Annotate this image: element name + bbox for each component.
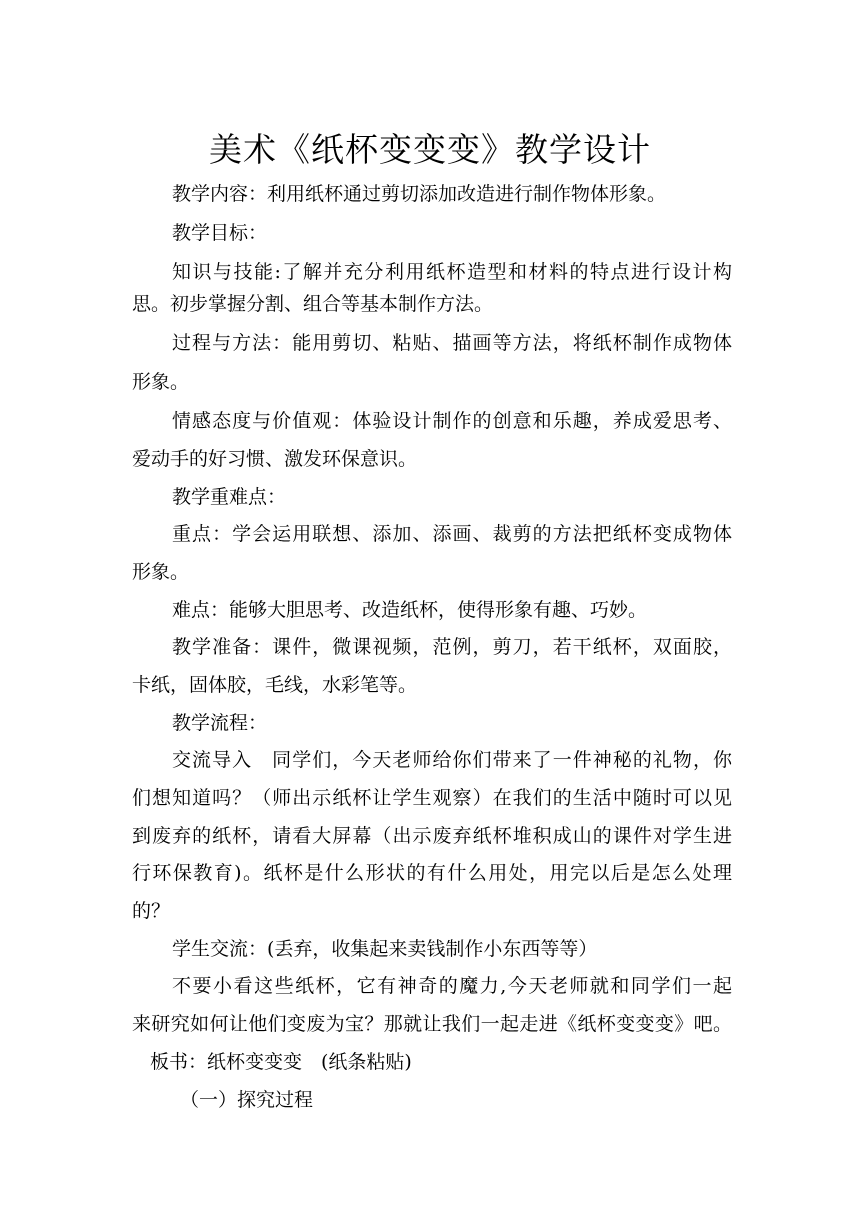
paragraph-line: 过程与方法：能用剪切、粘贴、描画等方法，将纸杯制作成物体 [172, 332, 732, 354]
paragraph-line: 教学内容：利用纸杯通过剪切添加改造进行制作物体形象。 [172, 183, 667, 205]
paragraph-line: 卡纸，固体胶，毛线，水彩笔等。 [132, 674, 418, 696]
paragraph-line: 教学目标： [172, 222, 268, 244]
paragraph-line: 形象。 [132, 561, 190, 583]
paragraph-line: 不要小看这些纸杯，它有神奇的魔力,今天老师就和同学们一起 [172, 975, 732, 997]
section-heading: （一）探究过程 [180, 1089, 314, 1111]
paragraph-line: 重点：学会运用联想、添加、添画、裁剪的方法把纸杯变成物体 [172, 523, 732, 545]
paragraph-line: 到废弃的纸杯，请看大屏幕（出示废弃纸杯堆积成山的课件对学生进 [132, 825, 732, 847]
document-title: 美术《纸杯变变变》教学设计 [209, 130, 651, 169]
paragraph-line: 教学流程： [172, 712, 268, 734]
paragraph-line: 形象。 [132, 371, 190, 393]
paragraph-line: 难点：能够大胆思考、改造纸杯，使得形象有趣、巧妙。 [172, 599, 648, 621]
paragraph-line: 们想知道吗？（师出示纸杯让学生观察）在我们的生活中随时可以见 [132, 787, 732, 809]
paragraph-line: 的？ [132, 900, 171, 922]
paragraph-line: 情感态度与价值观：体验设计制作的创意和乐趣，养成爱思考、 [172, 410, 732, 432]
paragraph-line: 来研究如何让他们变废为宝？那就让我们一起走进《纸杯变变变》吧。 [132, 1013, 732, 1035]
board-writing: 板书：纸杯变变变 (纸条粘贴) [150, 1051, 412, 1073]
paragraph-line: 学生交流：(丢弃，收集起来卖钱制作小东西等等） [172, 938, 598, 960]
paragraph-line: 教学重难点： [172, 486, 287, 508]
paragraph-line: 交流导入 同学们，今天老师给你们带来了一件神秘的礼物，你 [172, 749, 732, 771]
paragraph-line: 思。初步掌握分割、组合等基本制作方法。 [132, 293, 494, 315]
paragraph-line: 爱动手的好习惯、激发环保意识。 [132, 448, 418, 470]
paragraph-line: 知识与技能:了解并充分利用纸杯造型和材料的特点进行设计构 [172, 261, 732, 283]
paragraph-line: 教学准备：课件，微课视频，范例，剪刀，若干纸杯，双面胶， [172, 636, 732, 658]
paragraph-line: 行环保教育)。纸杯是什么形状的有什么用处，用完以后是怎么处理 [132, 862, 732, 884]
